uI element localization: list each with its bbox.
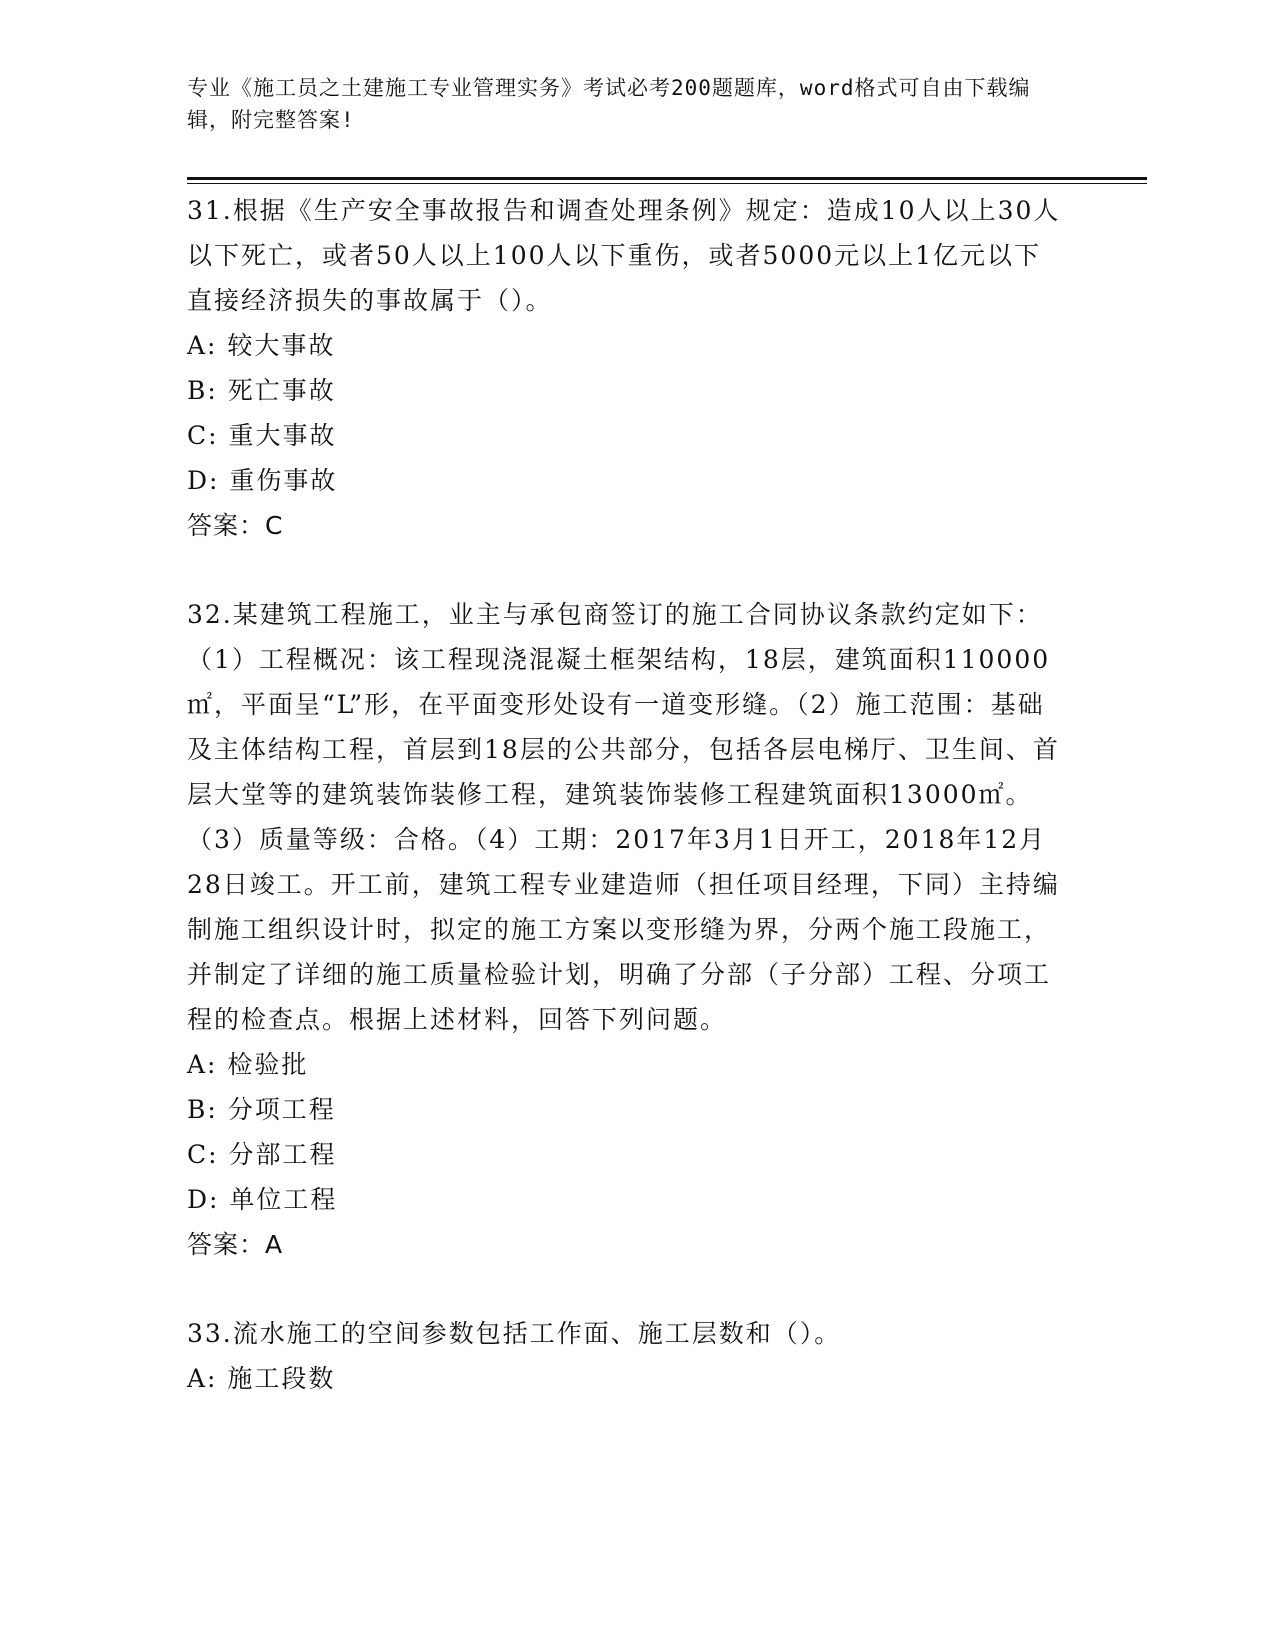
question-list xyxy=(187,188,1067,1401)
option-d: D: 重伤事故 xyxy=(187,466,338,495)
answer-line: 答案：C xyxy=(187,511,284,540)
option-b: B: 分项工程 xyxy=(187,1095,336,1124)
option-d: D: 单位工程 xyxy=(187,1185,338,1214)
option-a: A: 施工段数 xyxy=(187,1364,336,1393)
option-c: C: 分部工程 xyxy=(187,1140,337,1169)
question-31 xyxy=(187,188,1067,548)
question-stem: 32.某建筑工程施工，业主与承包商签订的施工合同协议条款约定如下：（1）工程概况：该工程现浇混凝土框架结构，18层，建筑面积110000㎡，平面呈“L”形，在平面变形处设有一道变形缝。（2）施工范围：基础及主体结构工程，首层到18层的公共部分，包括各层电梯厅、卫生间、首层大堂等的建筑装饰装修工程，建筑装饰装修工程建筑面积13000㎡。（3）质量等级：合格。（4）工期：2017年3月1日开工，2018年12月28日竣工。开工前，建筑工程专业建造师（担任项目经理，下同）主持编制施工组织设计时，拟定的施工方案以变形缝为界，分两个施工段施工，并制定了详细的施工质量检验计划，明确了分部（子分部）工程、分项工程的检查点。根据上述材料，回答下列问题。 xyxy=(187,600,1060,1034)
question-spacer xyxy=(187,548,1067,592)
option-a: A: 较大事故 xyxy=(187,331,336,360)
header-divider-thin xyxy=(187,183,1147,184)
option-b: B: 死亡事故 xyxy=(187,376,336,405)
question-32 xyxy=(187,592,1067,1267)
question-33 xyxy=(187,1311,1067,1401)
question-spacer xyxy=(187,1267,1067,1311)
answer-line: 答案：A xyxy=(187,1230,284,1259)
question-stem: 33.流水施工的空间参数包括工作面、施工层数和（）。 xyxy=(187,1319,842,1348)
header-divider-thick xyxy=(187,177,1147,180)
document-header: 专业《施工员之土建施工专业管理实务》考试必考200题题库，word格式可自由下载编辑，附完整答案! xyxy=(187,76,1031,132)
question-stem: 31.根据《生产安全事故报告和调查处理条例》规定：造成10人以上30人以下死亡，或者50人以上100人以下重伤，或者5000元以上1亿元以下直接经济损失的事故属于（）。 xyxy=(187,196,1061,315)
option-a: A: 检验批 xyxy=(187,1050,309,1079)
option-c: C: 重大事故 xyxy=(187,421,337,450)
